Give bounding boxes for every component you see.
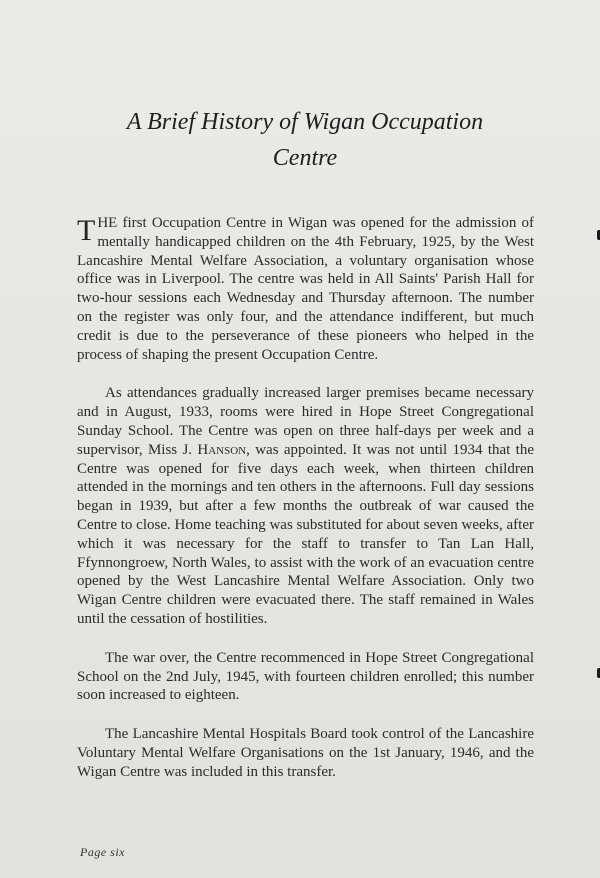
paragraph-2-before: As attendances gradually increased larger premises became necessary and in August, 1933, rooms were hired in Hope Street Congregational Sunday School. The Centre was open on three half-days per week and a supervisor, Miss J. [77,385,534,458]
paragraph-2 [77,384,534,628]
paragraph-1-text: first Occupation Centre in Wigan was opened for the admission of mentally handicapped children on the 4th February, 1925, by the West Lancashire Mental Welfare Association, a voluntary organisation whose office was in Liverpool. The centre was held in All Saints' Parish Hall for two-hour sessions each Wednesday and Thursday afternoon. The number on the register was only four, and the attendance indifferent, but much credit is due to the perseverance of these pioneers who helped in the process of shaping the present Occupation Centre. [77,215,534,363]
page-number: Page six [80,845,125,859]
paragraph-3: The war over, the Centre recommenced in Hope Street Congregational School on the 2nd July, 1945, with fourteen children enrolled; this number soon increased to eighteen. [77,649,534,704]
title-line-1: A Brief History of Wigan Occupation [126,109,484,135]
paragraph-1-lead: HE [97,215,118,231]
page-title [60,104,550,176]
supervisor-name: Hanson [197,441,247,458]
drop-cap: T [77,214,96,247]
paragraph-2-after: , was appointed. It was not until 1934 that the Centre was opened for five days each week, when thirteen children attended in the mornings and ten others in the afternoons. Full day sessions began in 1939, but after a few months the outbreak of war caused the Centre to close. Home teaching was substituted for about seven weeks, after which it was necessary for the staff to transfer to Tan Lan Hall, Ffynnongroew, North Wales, to assist with the work of an evacuation centre opened by the West Lancashire Mental Welfare Association. Only two Wigan Centre children were evacuated there. The staff remained in Wales until the cessation of hostilities. [77,441,534,627]
title-line-2: Centre [272,145,338,171]
paragraph-4: The Lancashire Mental Hospitals Board took control of the Lancashire Voluntary Mental Welfare Organisations on the 1st January, 1946, and the Wigan Centre was included in this transfer. [77,726,534,780]
paragraph-1 [77,214,534,364]
article-body [77,214,534,782]
